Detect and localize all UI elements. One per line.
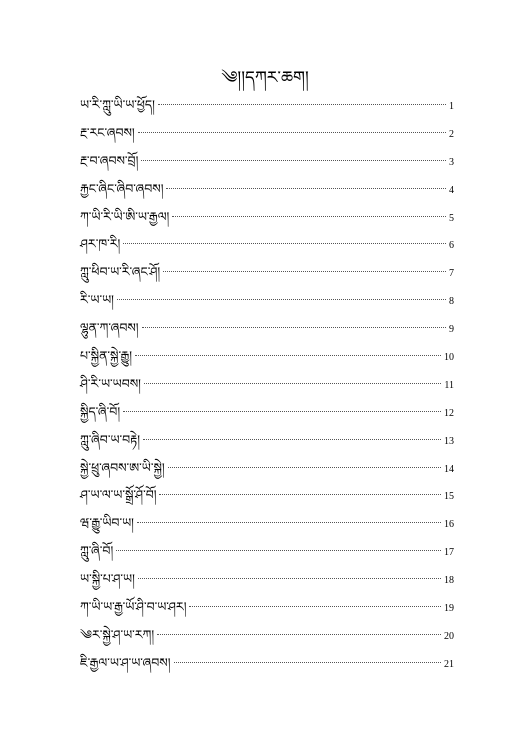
toc-entry xyxy=(80,344,454,372)
toc-entry-page: 7 xyxy=(449,268,454,280)
toc-entry-page: 9 xyxy=(449,324,454,336)
toc-entry-title: ཀ་ཡི་རི་ཡི་ཨི་ཡ་རྒྱལ། xyxy=(80,208,170,224)
toc-entry xyxy=(80,595,454,623)
toc-entry xyxy=(80,232,454,260)
toc-entry-page: 16 xyxy=(444,519,454,531)
toc-entry xyxy=(80,93,454,121)
toc-entry xyxy=(80,400,454,428)
toc-entry-page: 18 xyxy=(444,575,454,587)
toc-entry-page: 8 xyxy=(449,296,454,308)
dot-leader xyxy=(142,327,446,328)
dot-leader xyxy=(144,383,441,384)
toc-entry-title: ཀླུ་ཞི་བོ། xyxy=(80,543,114,559)
dot-leader xyxy=(135,355,441,356)
toc-entry xyxy=(80,567,454,595)
dot-leader xyxy=(141,160,446,161)
dot-leader xyxy=(189,606,441,607)
toc-entry-title: ལྷུན་ཀ་ཞབས། xyxy=(80,320,139,336)
toc-entry-page: 2 xyxy=(449,128,454,140)
dot-leader xyxy=(138,578,441,579)
toc-entry-page: 17 xyxy=(444,547,454,559)
toc-entry-title: ཀླུ་ཞིབ་ཡ་བརྟེ། xyxy=(80,431,141,447)
dot-leader xyxy=(137,522,441,523)
toc-entry-title: རྔ་བ་ཞབས་བྲོ། xyxy=(80,152,139,168)
toc-entry-title: ཡ་རི་ཀླུ་ཡི་ཡ་ཕྱོད། xyxy=(80,97,155,112)
toc-entry-page: 13 xyxy=(444,435,454,447)
dot-leader xyxy=(166,188,446,189)
dot-leader xyxy=(157,634,441,635)
toc-entry-page: 11 xyxy=(444,379,454,391)
dot-leader xyxy=(123,243,446,244)
toc-entry-title: པ་སྐྱིན་སྐྱེ་རྒྱུ། xyxy=(80,348,133,364)
toc-entry-title: ཝ་རྒྱུ་ཡིབ་ཡ། xyxy=(80,515,134,531)
dot-leader xyxy=(163,271,446,272)
toc-entry-page: 5 xyxy=(449,212,454,224)
page-title: ༄།།དཀར་ཆག། xyxy=(221,68,309,88)
toc-entry xyxy=(80,483,454,511)
toc-entry-title: རི་ཡ་ཡ། xyxy=(80,292,114,308)
dot-leader xyxy=(172,216,446,217)
toc-entry-title: ཀླུ་ཕིབ་ཡ་རི་ཞང་ཤོ། xyxy=(80,264,161,280)
table-of-contents xyxy=(80,93,454,679)
dot-leader xyxy=(143,439,441,440)
toc-entry xyxy=(80,260,454,288)
toc-entry-title: ཤི་རི་ཡ་ཡབས། xyxy=(80,375,141,391)
dot-leader xyxy=(117,299,446,300)
toc-entry-title: སྐྱེ་ཕྲུ་ཞབས་ཨ་ཡི་སྐྱེ། xyxy=(80,459,165,475)
toc-entry-page: 10 xyxy=(444,352,454,364)
dot-leader xyxy=(116,550,441,551)
toc-entry xyxy=(80,121,454,149)
toc-entry-title: རྔ་རང་ཞབས། xyxy=(80,124,135,140)
toc-entry xyxy=(80,511,454,539)
dot-leader xyxy=(168,467,441,468)
toc-entry-page: 15 xyxy=(444,491,454,503)
dot-leader xyxy=(123,411,441,412)
toc-entry xyxy=(80,149,454,177)
toc-entry-page: 21 xyxy=(444,658,454,670)
dot-leader xyxy=(159,494,441,495)
toc-entry-page: 6 xyxy=(449,240,454,252)
toc-entry-page: 20 xyxy=(444,630,454,642)
toc-entry xyxy=(80,651,454,679)
toc-entry-title: ཇི་རྒྱལ་ཡ་ཤ་ཡ་ཞབས། xyxy=(80,654,171,670)
toc-entry xyxy=(80,316,454,344)
toc-entry-page: 3 xyxy=(449,156,454,168)
toc-entry xyxy=(80,539,454,567)
toc-entry xyxy=(80,623,454,651)
toc-entry xyxy=(80,288,454,316)
toc-entry-title: ཤར་ཁ་རི། xyxy=(80,236,121,252)
toc-entry xyxy=(80,456,454,484)
toc-entry-page: 14 xyxy=(444,463,454,475)
toc-entry-page: 19 xyxy=(444,603,454,615)
dot-leader xyxy=(138,132,446,133)
toc-entry-title: སྐྱིད་ཞི་བོ། xyxy=(80,403,121,419)
toc-entry-title: ༄ར་སྐྱེ་ཤ་ཡ་རཀ། xyxy=(80,626,155,642)
toc-entry-title: ཡ་སྐྱི་པ་ཤ་ཡ། xyxy=(80,571,135,587)
toc-entry xyxy=(80,372,454,400)
toc-entry-title: རྐྱང་ཞིང་ཞིབ་ཞབས། xyxy=(80,180,164,196)
toc-entry-page: 12 xyxy=(444,407,454,419)
toc-entry xyxy=(80,205,454,233)
toc-entry xyxy=(80,177,454,205)
dot-leader xyxy=(174,662,441,663)
toc-entry-title: ཀ་ཡི་ཡ་རྒྱ་ཡོ་ཤི་བ་ཡ་ཤར། xyxy=(80,599,187,615)
dot-leader xyxy=(158,104,446,105)
toc-entry-page: 1 xyxy=(449,101,454,112)
toc-entry-page: 4 xyxy=(449,184,454,196)
toc-entry-title: ཤ་ཡ་ལ་ཡ་སྒྲོ་ཤོ་བོ། xyxy=(80,487,157,503)
toc-entry xyxy=(80,428,454,456)
